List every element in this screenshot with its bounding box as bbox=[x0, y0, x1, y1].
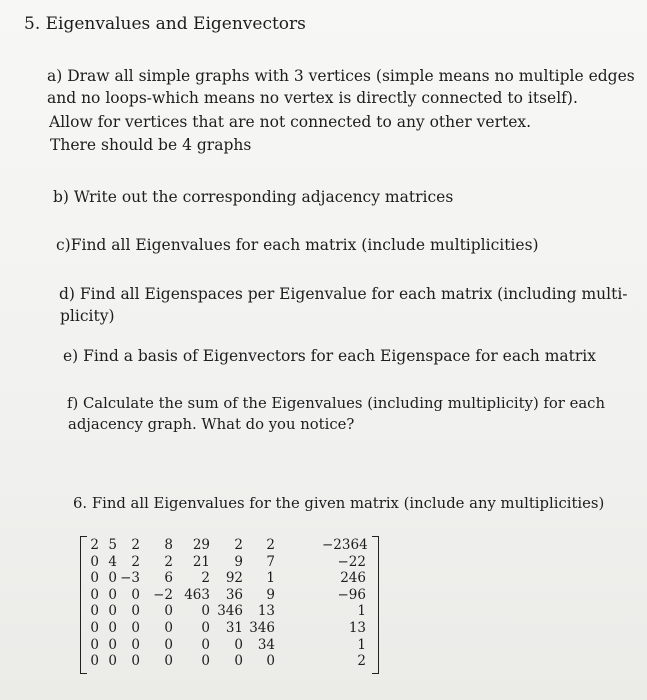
part-f-line-2: adjacency graph. What do you notice? bbox=[68, 416, 355, 433]
matrix-cell: −2 bbox=[153, 586, 173, 603]
matrix-cell: 92 bbox=[225, 570, 243, 587]
part-a-line-2: and no loops-which means no vertex is directly connected to itself). bbox=[47, 89, 578, 107]
matrix-cell: 0 bbox=[108, 620, 117, 636]
matrix-cell: 2 bbox=[90, 537, 99, 553]
matrix-cell: 0 bbox=[108, 653, 117, 670]
matrix-cell: 0 bbox=[164, 603, 173, 620]
matrix-cell: 0 bbox=[90, 553, 99, 570]
matrix-cell: 6 bbox=[164, 570, 173, 587]
matrix-cell: 34 bbox=[257, 636, 275, 653]
matrix-cell: 246 bbox=[340, 570, 366, 587]
matrix-right-bracket bbox=[372, 536, 379, 674]
matrix-cell: 0 bbox=[131, 636, 140, 653]
part-f-line-1: f) Calculate the sum of the Eigenvalues (including multiplicity) for each bbox=[67, 395, 605, 412]
matrix-cell: −2364 bbox=[322, 537, 368, 553]
part-a-line-3: Allow for vertices that are not connected to any other vertex. bbox=[49, 113, 532, 131]
matrix-cell: 0 bbox=[164, 620, 173, 636]
matrix-cell: 346 bbox=[249, 620, 275, 636]
matrix-cell: 13 bbox=[257, 603, 275, 620]
matrix-cell: 2 bbox=[131, 537, 140, 553]
matrix-cell: 2 bbox=[357, 653, 366, 670]
matrix-cell: 0 bbox=[131, 620, 140, 636]
matrix-cell: −96 bbox=[337, 586, 366, 603]
matrix-cell: 2 bbox=[201, 570, 210, 587]
matrix-cell: 31 bbox=[225, 620, 243, 636]
matrix-cell: 0 bbox=[201, 653, 210, 670]
matrix-cell: 21 bbox=[192, 553, 210, 570]
matrix-cell: 0 bbox=[108, 586, 117, 603]
matrix-cell: 8 bbox=[164, 537, 173, 553]
matrix-cell: 0 bbox=[90, 653, 99, 670]
matrix-cell: 0 bbox=[90, 636, 99, 653]
matrix-cell: 0 bbox=[164, 636, 173, 653]
matrix-cell: 0 bbox=[90, 620, 99, 636]
matrix-cell: 0 bbox=[108, 636, 117, 653]
matrix-cell: 346 bbox=[217, 603, 243, 620]
question-5-title: 5. Eigenvalues and Eigenvectors bbox=[24, 14, 306, 34]
matrix-cell: 13 bbox=[348, 620, 366, 636]
matrix-cell: 2 bbox=[234, 537, 243, 553]
part-a-line-1: a) Draw all simple graphs with 3 vertices (simple means no multiple edges bbox=[47, 67, 635, 85]
matrix-cell: 1 bbox=[266, 570, 275, 587]
matrix-cell: 2 bbox=[131, 553, 140, 570]
matrix-cell: 0 bbox=[201, 620, 210, 636]
matrix-cell: 0 bbox=[108, 570, 117, 587]
matrix-cell: 0 bbox=[234, 636, 243, 653]
matrix-cell: 0 bbox=[90, 586, 99, 603]
matrix-cell: 0 bbox=[131, 603, 140, 620]
matrix-cell: −3 bbox=[120, 570, 140, 587]
matrix-cell: 0 bbox=[108, 603, 117, 620]
part-d-line-2: plicity) bbox=[60, 307, 115, 325]
matrix-cell: 9 bbox=[234, 553, 243, 570]
matrix-cell: 36 bbox=[225, 586, 243, 603]
matrix-cell: 4 bbox=[108, 553, 117, 570]
matrix-cell: 5 bbox=[108, 537, 117, 553]
matrix-cell: 0 bbox=[266, 653, 275, 670]
part-d-line-1: d) Find all Eigenspaces per Eigenvalue for each matrix (including multi- bbox=[59, 285, 628, 303]
matrix-cell: 9 bbox=[266, 586, 275, 603]
matrix-cell: 7 bbox=[266, 553, 275, 570]
matrix-cell: 463 bbox=[184, 586, 210, 603]
part-b: b) Write out the corresponding adjacency matrices bbox=[53, 188, 454, 206]
matrix-cell: 0 bbox=[164, 653, 173, 670]
part-e: e) Find a basis of Eigenvectors for each Eigenspace for each matrix bbox=[63, 347, 596, 365]
matrix-cell: 0 bbox=[90, 603, 99, 620]
matrix-cell: 0 bbox=[90, 570, 99, 587]
matrix-cell: 0 bbox=[201, 636, 210, 653]
matrix-cell: 0 bbox=[131, 653, 140, 670]
matrix-cell: 2 bbox=[266, 537, 275, 553]
matrix-cell: 0 bbox=[234, 653, 243, 670]
part-a-line-4: There should be 4 graphs bbox=[50, 136, 252, 154]
matrix-cell: 1 bbox=[357, 636, 366, 653]
matrix-cell: −22 bbox=[337, 553, 366, 570]
eigenvalue-matrix bbox=[80, 536, 380, 674]
matrix-cell: 2 bbox=[164, 553, 173, 570]
matrix-cell: 1 bbox=[357, 603, 366, 620]
question-6-title: 6. Find all Eigenvalues for the given matrix (include any multiplicities) bbox=[73, 495, 605, 512]
matrix-cell: 29 bbox=[192, 537, 210, 553]
matrix-cell: 0 bbox=[131, 586, 140, 603]
matrix-cell: 0 bbox=[201, 603, 210, 620]
part-c: c)Find all Eigenvalues for each matrix (include multiplicities) bbox=[56, 236, 539, 254]
